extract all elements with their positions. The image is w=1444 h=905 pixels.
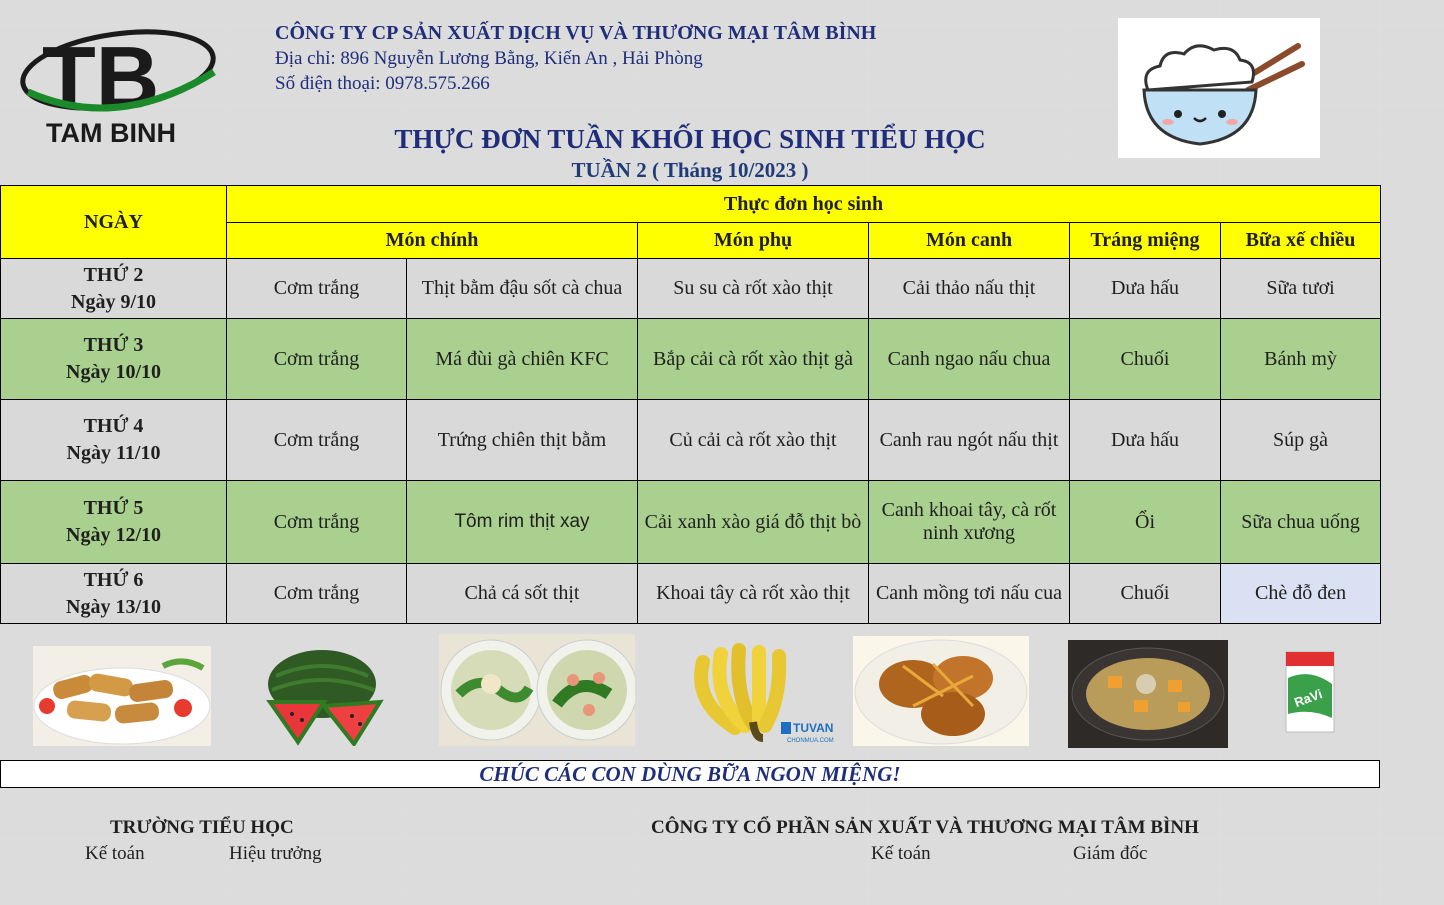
- day-cell: THỨ 3 Ngày 10/10: [1, 319, 227, 400]
- snack-cell: Sữa chua uống: [1221, 481, 1381, 564]
- dessert-cell: Dưa hấu: [1070, 400, 1221, 481]
- header-menu-group: Thực đơn học sinh: [227, 186, 1381, 223]
- day-cell: THỨ 2 Ngày 9/10: [1, 259, 227, 319]
- footer-principal: Hiệu trưởng: [229, 843, 322, 864]
- table-row: [1, 400, 1381, 481]
- soup-cell: Cải thảo nấu thịt: [869, 259, 1070, 319]
- snack-cell: Bánh mỳ: [1221, 319, 1381, 400]
- vegetable-soup-image: [439, 634, 635, 746]
- footer-director: Giám đốc: [1073, 843, 1148, 864]
- main-cell: Tôm rim thịt xay: [407, 481, 638, 564]
- table-row: [1, 481, 1381, 564]
- side-cell: Khoai tây cà rốt xào thịt: [638, 564, 869, 624]
- banana-brand-sub: CHONMUA.COM: [787, 738, 834, 744]
- header-soup: Món canh: [869, 223, 1070, 259]
- side-cell: Củ cải cà rốt xào thịt: [638, 400, 869, 481]
- rice-cell: Cơm trắng: [227, 481, 407, 564]
- main-cell: Trứng chiên thịt bằm: [407, 400, 638, 481]
- logo-text: TAM BINH: [46, 118, 176, 148]
- main-cell: Má đùi gà chiên KFC: [407, 319, 638, 400]
- rice-cell: Cơm trắng: [227, 400, 407, 481]
- table-row: [1, 259, 1381, 319]
- rice-cell: Cơm trắng: [227, 564, 407, 624]
- snack-cell: Súp gà: [1221, 400, 1381, 481]
- header-day: NGÀY: [1, 186, 227, 259]
- company-address: Địa chỉ: 896 Nguyễn Lương Bằng, Kiến An , Hải Phòng: [275, 48, 703, 69]
- main-cell: Thịt bằm đậu sốt cà chua: [407, 259, 638, 319]
- milk-brand: RaVi: [1292, 686, 1325, 711]
- braised-meat-image: [853, 636, 1029, 746]
- footer-accountant-right: Kế toán: [871, 843, 931, 864]
- header-side: Món phụ: [638, 223, 869, 259]
- page-title: THỰC ĐƠN TUẦN KHỐI HỌC SINH TIỂU HỌC: [394, 124, 986, 154]
- fried-chicken-image: [33, 646, 211, 746]
- logo-letters: TB: [42, 28, 160, 127]
- soup-cell: Canh ngao nấu chua: [869, 319, 1070, 400]
- banana-brand: TUVAN: [793, 721, 834, 735]
- side-cell: Bắp cải cà rốt xào thịt gà: [638, 319, 869, 400]
- table-row: [1, 564, 1381, 624]
- footer-accountant-left: Kế toán: [85, 843, 145, 864]
- side-cell: Su su cà rốt xào thịt: [638, 259, 869, 319]
- wish-message: CHÚC CÁC CON DÙNG BỮA NGON MIỆNG!: [0, 760, 1380, 788]
- footer-company: CÔNG TY CỔ PHẦN SẢN XUẤT VÀ THƯƠNG MẠI TÂM BÌNH: [651, 817, 1199, 838]
- dessert-cell: Ổi: [1070, 481, 1221, 564]
- day-cell: THỨ 4 Ngày 11/10: [1, 400, 227, 481]
- table-row: [1, 319, 1381, 400]
- day-cell: THỨ 5 Ngày 12/10: [1, 481, 227, 564]
- side-cell: Cải xanh xào giá đỗ thịt bò: [638, 481, 869, 564]
- soup-cell: Canh mồng tơi nấu cua: [869, 564, 1070, 624]
- snack-cell: Chè đỗ đen: [1221, 564, 1381, 624]
- header-main: Món chính: [227, 223, 638, 259]
- day-cell: THỨ 6 Ngày 13/10: [1, 564, 227, 624]
- menu-table: [0, 185, 1381, 624]
- rice-cell: Cơm trắng: [227, 319, 407, 400]
- rice-cell: Cơm trắng: [227, 259, 407, 319]
- pumpkin-soup-image: [1068, 640, 1228, 748]
- company-info: [275, 22, 876, 95]
- snack-cell: Sữa tươi: [1221, 259, 1381, 319]
- soup-cell: Canh rau ngót nấu thịt: [869, 400, 1070, 481]
- dessert-cell: Chuối: [1070, 319, 1221, 400]
- watermelon-image: [262, 646, 385, 746]
- footer-school: TRƯỜNG TIỂU HỌC: [110, 817, 294, 838]
- banana-image: [683, 642, 839, 746]
- header-dessert: Tráng miệng: [1070, 223, 1221, 259]
- main-cell: Chả cá sốt thịt: [407, 564, 638, 624]
- company-name: CÔNG TY CP SẢN XUẤT DỊCH VỤ VÀ THƯƠNG MẠI TÂM BÌNH: [275, 22, 877, 44]
- dessert-cell: Chuối: [1070, 564, 1221, 624]
- page-subtitle: TUẦN 2 ( Tháng 10/2023 ): [571, 158, 809, 182]
- dessert-cell: Dưa hấu: [1070, 259, 1221, 319]
- milk-box-image: [1282, 648, 1338, 736]
- company-phone: Số điện thoại: 0978.575.266: [275, 73, 490, 94]
- soup-cell: Canh khoai tây, cà rốt ninh xương: [869, 481, 1070, 564]
- header-snack: Bữa xế chiều: [1221, 223, 1381, 259]
